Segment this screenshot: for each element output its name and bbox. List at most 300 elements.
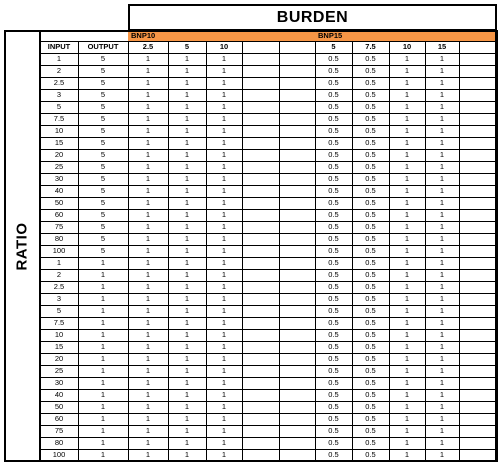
table-cell: 1 xyxy=(389,161,426,174)
table-cell: 1 xyxy=(389,101,426,114)
table-cell: 1 xyxy=(168,65,207,78)
table-cell: 1 xyxy=(78,413,129,426)
table-cell: 0.5 xyxy=(315,437,353,450)
table-cell: 1 xyxy=(206,209,243,222)
table-cell: 1 xyxy=(425,365,460,378)
table-cell: 1 xyxy=(128,89,169,102)
table-cell: 0.5 xyxy=(352,305,390,318)
table-cell: 0.5 xyxy=(352,161,390,174)
table-cell: 1 xyxy=(128,401,169,414)
table-cell: 1 xyxy=(128,53,169,66)
table-cell: 0.5 xyxy=(352,329,390,342)
table-cell: 5 xyxy=(78,173,129,186)
column-header: 7.5 xyxy=(352,41,390,54)
table-cell: 1 xyxy=(78,377,129,390)
table-cell: 0.5 xyxy=(315,449,353,462)
table-cell: 1 xyxy=(128,317,169,330)
table-cell: 1 xyxy=(425,65,460,78)
table-cell: 0.5 xyxy=(352,389,390,402)
table-cell: 1 xyxy=(206,305,243,318)
table-cell: 1 xyxy=(389,365,426,378)
table-cell: 1 xyxy=(168,113,207,126)
table-cell: 0.5 xyxy=(315,401,353,414)
table-cell: 1 xyxy=(389,353,426,366)
table-cell: 1 xyxy=(425,329,460,342)
table-cell: 0.5 xyxy=(352,185,390,198)
table-cell: 1 xyxy=(168,77,207,90)
table-cell: 1 xyxy=(389,437,426,450)
table-cell: 1 xyxy=(425,185,460,198)
table-cell: 5 xyxy=(40,101,79,114)
table-cell: 1 xyxy=(206,173,243,186)
table-cell: 1 xyxy=(425,341,460,354)
table-cell: 1 xyxy=(206,365,243,378)
table-cell: 1 xyxy=(78,449,129,462)
table-cell: 10 xyxy=(40,329,79,342)
table-cell: 1 xyxy=(128,77,169,90)
table-cell: 5 xyxy=(78,101,129,114)
table-cell: 0.5 xyxy=(352,317,390,330)
table-cell: 60 xyxy=(40,209,79,222)
table-cell: 1 xyxy=(168,149,207,162)
table-cell: 1 xyxy=(389,53,426,66)
table-cell: 0.5 xyxy=(352,365,390,378)
table-cell: 1 xyxy=(128,365,169,378)
table-cell: 1 xyxy=(206,125,243,138)
table-cell: 1 xyxy=(389,305,426,318)
table-cell: 1 xyxy=(128,197,169,210)
table-cell: 1 xyxy=(128,113,169,126)
table-cell: 1 xyxy=(78,401,129,414)
table-cell: 0.5 xyxy=(315,173,353,186)
table-cell: 0.5 xyxy=(352,233,390,246)
table-cell: 1 xyxy=(78,293,129,306)
table-cell: 1 xyxy=(78,389,129,402)
table-cell: 1 xyxy=(389,377,426,390)
table-cell: 5 xyxy=(78,137,129,150)
table-cell: 1 xyxy=(128,425,169,438)
table-cell: 1 xyxy=(40,257,79,270)
table-cell: 1 xyxy=(389,233,426,246)
table-cell: 0.5 xyxy=(315,137,353,150)
table-cell: 1 xyxy=(425,137,460,150)
table-cell: 1 xyxy=(168,53,207,66)
table-cell: 0.5 xyxy=(315,389,353,402)
table-cell: 0.5 xyxy=(315,197,353,210)
table-cell: 0.5 xyxy=(315,161,353,174)
table-cell: 1 xyxy=(168,329,207,342)
table-cell: 3 xyxy=(40,89,79,102)
table-cell: 1 xyxy=(128,329,169,342)
table-cell: 10 xyxy=(40,125,79,138)
table-cell: 1 xyxy=(425,293,460,306)
table-cell: 1 xyxy=(128,185,169,198)
column-header: 10 xyxy=(389,41,426,54)
table-cell: 1 xyxy=(425,377,460,390)
table-cell: 1 xyxy=(425,317,460,330)
table-cell: 1 xyxy=(168,185,207,198)
table-cell: 0.5 xyxy=(315,425,353,438)
table-cell: 1 xyxy=(40,53,79,66)
table-cell: 1 xyxy=(425,389,460,402)
table-cell: 1 xyxy=(206,113,243,126)
table-cell: 0.5 xyxy=(315,317,353,330)
table-cell: 0.5 xyxy=(352,293,390,306)
table-cell: 5 xyxy=(78,53,129,66)
table-cell: 1 xyxy=(389,329,426,342)
table-cell: 1 xyxy=(425,413,460,426)
table-cell: 1 xyxy=(128,161,169,174)
table-cell: 0.5 xyxy=(352,77,390,90)
table-cell: 1 xyxy=(206,281,243,294)
table-cell: 1 xyxy=(128,257,169,270)
table-cell: 1 xyxy=(128,137,169,150)
table-cell: 1 xyxy=(168,101,207,114)
table-cell: 1 xyxy=(128,305,169,318)
table-cell: 0.5 xyxy=(315,281,353,294)
table-cell: 30 xyxy=(40,377,79,390)
table-cell: 5 xyxy=(78,113,129,126)
column-header: INPUT xyxy=(40,41,79,54)
table-cell: 1 xyxy=(168,161,207,174)
table-cell: 75 xyxy=(40,221,79,234)
table-cell: 25 xyxy=(40,161,79,174)
table-cell: 1 xyxy=(389,245,426,258)
table-cell: 1 xyxy=(389,281,426,294)
table-cell: 0.5 xyxy=(352,65,390,78)
table-cell: 0.5 xyxy=(315,221,353,234)
table-cell: 20 xyxy=(40,353,79,366)
table-cell: 1 xyxy=(128,269,169,282)
table-cell: 1 xyxy=(425,89,460,102)
table-cell: 50 xyxy=(40,197,79,210)
table-cell: 1 xyxy=(389,221,426,234)
group-header-bnp10: BNP10 xyxy=(128,30,169,42)
table-cell: 1 xyxy=(206,77,243,90)
table-cell: 0.5 xyxy=(315,149,353,162)
table-cell: 25 xyxy=(40,365,79,378)
table-cell: 0.5 xyxy=(315,353,353,366)
table-cell: 1 xyxy=(128,437,169,450)
table-cell: 1 xyxy=(206,233,243,246)
table-cell: 1 xyxy=(168,341,207,354)
table-cell: 0.5 xyxy=(352,377,390,390)
table-cell: 1 xyxy=(206,89,243,102)
table-cell: 1 xyxy=(206,65,243,78)
table-cell: 1 xyxy=(389,257,426,270)
table-cell: 1 xyxy=(78,269,129,282)
table-cell: 0.5 xyxy=(352,197,390,210)
burden-header: BURDEN xyxy=(128,4,497,31)
table-cell: 0.5 xyxy=(352,53,390,66)
table-cell: 2 xyxy=(40,65,79,78)
table-cell: 0.5 xyxy=(315,377,353,390)
table-cell: 5 xyxy=(78,221,129,234)
table-cell: 1 xyxy=(128,209,169,222)
table-cell: 1 xyxy=(389,185,426,198)
table-cell: 1 xyxy=(425,101,460,114)
table-cell: 1 xyxy=(128,389,169,402)
table-cell: 1 xyxy=(128,233,169,246)
table-cell: 0.5 xyxy=(315,413,353,426)
table-cell: 5 xyxy=(78,89,129,102)
column-header: 5 xyxy=(315,41,353,54)
table-cell: 1 xyxy=(128,173,169,186)
table-cell: 0.5 xyxy=(315,329,353,342)
table-cell: 5 xyxy=(40,305,79,318)
table-cell: 1 xyxy=(425,269,460,282)
table-cell: 1 xyxy=(425,53,460,66)
table-cell: 1 xyxy=(206,197,243,210)
table-cell: 5 xyxy=(78,65,129,78)
table-cell: 1 xyxy=(389,341,426,354)
table-cell: 1 xyxy=(206,101,243,114)
table-cell: 2.5 xyxy=(40,281,79,294)
column-header: 10 xyxy=(206,41,243,54)
group-header-bnp15: BNP15 xyxy=(315,30,353,42)
table-cell: 5 xyxy=(78,185,129,198)
table-cell: 1 xyxy=(78,329,129,342)
table-cell: 1 xyxy=(128,281,169,294)
table-cell: 0.5 xyxy=(352,281,390,294)
table-cell: 0.5 xyxy=(352,341,390,354)
table-cell: 1 xyxy=(206,257,243,270)
table-cell: 1 xyxy=(168,221,207,234)
table-cell: 1 xyxy=(168,425,207,438)
table-cell: 1 xyxy=(389,113,426,126)
table-cell: 100 xyxy=(40,245,79,258)
table-cell: 0.5 xyxy=(352,413,390,426)
table-cell: 2 xyxy=(40,269,79,282)
table-cell: 1 xyxy=(206,341,243,354)
table-cell: 1 xyxy=(168,125,207,138)
table-cell: 40 xyxy=(40,185,79,198)
table-cell: 1 xyxy=(389,293,426,306)
table-cell: 1 xyxy=(425,401,460,414)
table-cell: 1 xyxy=(206,317,243,330)
table-cell: 0.5 xyxy=(352,137,390,150)
table-cell: 1 xyxy=(206,293,243,306)
table-cell: 3 xyxy=(40,293,79,306)
table-cell: 0.5 xyxy=(352,257,390,270)
table-cell: 1 xyxy=(168,437,207,450)
table-cell: 5 xyxy=(78,197,129,210)
table-cell: 1 xyxy=(78,353,129,366)
table-cell: 0.5 xyxy=(315,125,353,138)
table-cell: 1 xyxy=(206,401,243,414)
column-header: OUTPUT xyxy=(78,41,129,54)
table-cell: 1 xyxy=(425,221,460,234)
table-cell: 0.5 xyxy=(352,221,390,234)
table-cell: 20 xyxy=(40,149,79,162)
table-cell: 1 xyxy=(425,449,460,462)
table-cell: 1 xyxy=(206,425,243,438)
ratio-label: RATIO xyxy=(14,221,31,271)
table-cell: 0.5 xyxy=(352,113,390,126)
table-cell: 0.5 xyxy=(315,305,353,318)
table-cell: 1 xyxy=(389,401,426,414)
table-cell: 1 xyxy=(206,221,243,234)
table-cell: 0.5 xyxy=(315,233,353,246)
table-cell: 0.5 xyxy=(315,257,353,270)
table-cell: 5 xyxy=(78,161,129,174)
table-cell: 1 xyxy=(168,353,207,366)
table-cell: 1 xyxy=(206,245,243,258)
table-cell: 1 xyxy=(389,269,426,282)
table-cell: 7.5 xyxy=(40,113,79,126)
table-cell: 1 xyxy=(168,257,207,270)
table-cell: 1 xyxy=(168,137,207,150)
table-cell: 1 xyxy=(168,449,207,462)
table-cell: 5 xyxy=(78,245,129,258)
table-cell: 0.5 xyxy=(352,89,390,102)
table-cell: 80 xyxy=(40,233,79,246)
table-cell: 0.5 xyxy=(315,269,353,282)
table-cell: 1 xyxy=(168,233,207,246)
table-cell: 0.5 xyxy=(315,185,353,198)
table-cell: 1 xyxy=(425,77,460,90)
table-cell: 1 xyxy=(206,377,243,390)
table-cell: 1 xyxy=(78,257,129,270)
table-cell: 0.5 xyxy=(352,269,390,282)
table-cell: 1 xyxy=(168,269,207,282)
table-cell: 1 xyxy=(425,305,460,318)
table-cell: 0.5 xyxy=(315,209,353,222)
table-cell: 0.5 xyxy=(315,245,353,258)
table-cell: 1 xyxy=(389,137,426,150)
table-cell: 1 xyxy=(168,281,207,294)
table-cell: 1 xyxy=(206,137,243,150)
table-cell: 1 xyxy=(168,305,207,318)
table-cell: 5 xyxy=(78,125,129,138)
table-cell: 1 xyxy=(389,413,426,426)
table-cell: 1 xyxy=(168,197,207,210)
table-cell: 5 xyxy=(78,233,129,246)
table-cell: 15 xyxy=(40,341,79,354)
table-cell: 60 xyxy=(40,413,79,426)
table-cell: 0.5 xyxy=(352,173,390,186)
table-cell xyxy=(459,449,498,462)
table-cell: 5 xyxy=(78,77,129,90)
table-cell: 1 xyxy=(425,113,460,126)
table-cell: 0.5 xyxy=(315,101,353,114)
ratio-header xyxy=(4,30,41,462)
table-cell: 0.5 xyxy=(315,53,353,66)
table-cell: 1 xyxy=(128,377,169,390)
table-cell: 1 xyxy=(206,269,243,282)
table-cell: 0.5 xyxy=(315,89,353,102)
table-cell: 1 xyxy=(206,161,243,174)
table-cell: 30 xyxy=(40,173,79,186)
table-cell: 1 xyxy=(425,209,460,222)
table-cell: 1 xyxy=(206,149,243,162)
table-cell: 0.5 xyxy=(315,341,353,354)
table-cell: 1 xyxy=(206,53,243,66)
column-header: 5 xyxy=(168,41,207,54)
table-cell: 1 xyxy=(389,77,426,90)
table-cell: 0.5 xyxy=(352,245,390,258)
table-cell: 1 xyxy=(78,341,129,354)
table-cell xyxy=(279,449,316,462)
table-cell: 1 xyxy=(128,65,169,78)
table-cell: 1 xyxy=(78,365,129,378)
table-cell: 0.5 xyxy=(315,113,353,126)
table-cell: 1 xyxy=(425,437,460,450)
table-cell: 40 xyxy=(40,389,79,402)
table-cell: 1 xyxy=(389,125,426,138)
table-cell: 1 xyxy=(128,221,169,234)
table-cell: 1 xyxy=(168,317,207,330)
table-cell: 1 xyxy=(168,293,207,306)
table-cell: 1 xyxy=(168,209,207,222)
table-cell: 1 xyxy=(389,209,426,222)
table-cell: 1 xyxy=(128,149,169,162)
table-cell: 5 xyxy=(78,209,129,222)
table-cell: 1 xyxy=(168,173,207,186)
table-cell: 100 xyxy=(40,449,79,462)
table-cell: 1 xyxy=(425,353,460,366)
table-cell: 1 xyxy=(168,377,207,390)
table-cell: 1 xyxy=(168,245,207,258)
table-cell: 1 xyxy=(425,233,460,246)
table-cell: 1 xyxy=(128,353,169,366)
table-cell: 7.5 xyxy=(40,317,79,330)
table-cell: 1 xyxy=(389,317,426,330)
table-cell: 1 xyxy=(206,413,243,426)
column-header: 15 xyxy=(425,41,460,54)
table-cell: 1 xyxy=(389,197,426,210)
table-cell: 1 xyxy=(389,425,426,438)
table-cell: 1 xyxy=(78,437,129,450)
table-cell xyxy=(242,449,280,462)
table-cell: 1 xyxy=(389,149,426,162)
table-cell: 0.5 xyxy=(315,293,353,306)
table-cell: 2.5 xyxy=(40,77,79,90)
table-cell: 1 xyxy=(168,389,207,402)
table-cell: 0.5 xyxy=(352,449,390,462)
table-cell: 1 xyxy=(425,257,460,270)
table-cell: 1 xyxy=(168,89,207,102)
table-cell: 1 xyxy=(425,245,460,258)
table-cell: 1 xyxy=(206,437,243,450)
table-cell: 1 xyxy=(128,413,169,426)
table-cell: 1 xyxy=(425,197,460,210)
table-cell: 1 xyxy=(128,293,169,306)
table-cell: 1 xyxy=(128,449,169,462)
table-cell: 1 xyxy=(206,329,243,342)
table-cell: 0.5 xyxy=(315,65,353,78)
table-cell: 1 xyxy=(78,305,129,318)
table-cell: 1 xyxy=(206,353,243,366)
column-header: 2.5 xyxy=(128,41,169,54)
table-cell: 1 xyxy=(389,389,426,402)
table-cell: 1 xyxy=(389,89,426,102)
table-cell: 50 xyxy=(40,401,79,414)
table-cell: 0.5 xyxy=(315,77,353,90)
table-cell: 75 xyxy=(40,425,79,438)
table-cell: 80 xyxy=(40,437,79,450)
table-cell: 1 xyxy=(425,281,460,294)
table-cell: 1 xyxy=(168,365,207,378)
table-cell: 0.5 xyxy=(352,125,390,138)
table-cell: 1 xyxy=(78,281,129,294)
table-cell: 1 xyxy=(128,101,169,114)
table-cell: 1 xyxy=(425,425,460,438)
table-cell: 1 xyxy=(168,413,207,426)
table-cell: 0.5 xyxy=(352,437,390,450)
table-cell: 1 xyxy=(425,173,460,186)
table-cell: 1 xyxy=(425,149,460,162)
